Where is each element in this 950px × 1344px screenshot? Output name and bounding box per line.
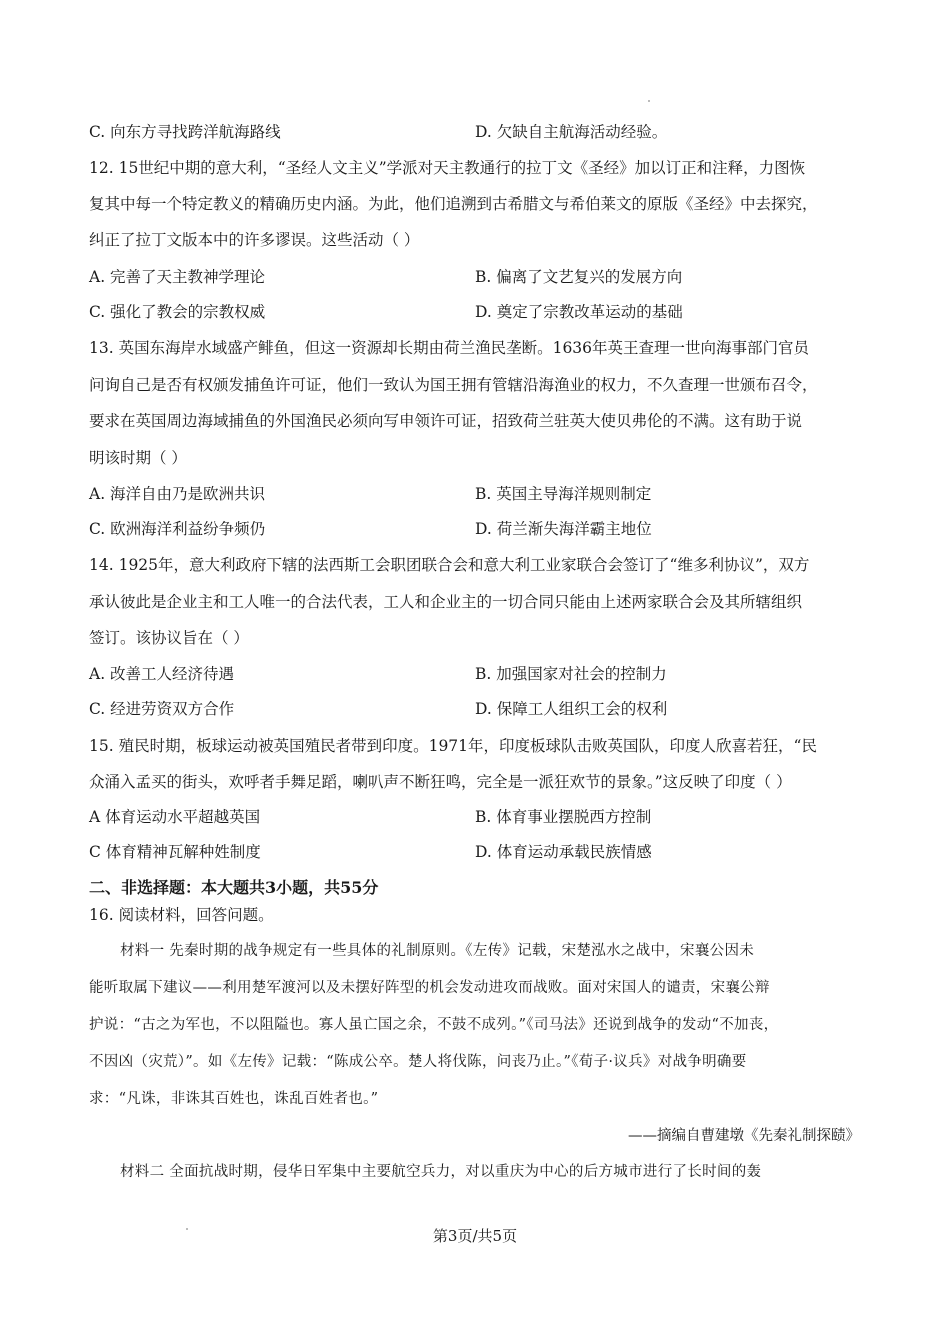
q16-material-1-line-3: 护说：“古之为军也，不以阻隘也。寡人虽亡国之余，不鼓不成列。”《司马法》还说到战争的发动“不加丧，	[89, 1017, 779, 1033]
q16-material-1-line-5: 求：“凡诛，非诛其百姓也，诛乱百姓者也。”	[89, 1091, 379, 1107]
q16-material-2-line-1: 材料二 全面抗战时期，侵华日军集中主要航空兵力，对以重庆为中心的后方城市进行了长时间的轰	[120, 1164, 762, 1180]
q13-stem-line-4: 明该时期（ ）	[89, 449, 187, 467]
q15-option-c[interactable]: C 体育精神瓦解种姓制度	[89, 843, 261, 861]
q16-material-1-line-2: 能听取属下建议——利用楚军渡河以及未摆好阵型的机会发动进攻而战败。面对宋国人的谴责，宋襄公辩	[89, 980, 770, 996]
q14-option-a[interactable]: A. 改善工人经济待遇	[89, 665, 235, 683]
q12-option-d[interactable]: D. 奠定了宗教改革运动的基础	[475, 303, 683, 321]
q15-stem-line-1: 15. 殖民时期，板球运动被英国殖民者带到印度。1971年，印度板球队击败英国队，印度人欣喜若狂，“民	[89, 737, 817, 755]
q12-option-b[interactable]: B. 偏离了文艺复兴的发展方向	[475, 268, 683, 286]
q12-stem-line-2: 复其中每一个特定教义的精确历史内涵。为此，他们追溯到古希腊文与希伯莱文的原版《圣经》中去探究，	[89, 195, 818, 213]
q14-stem-line-2: 承认彼此是企业主和工人唯一的合法代表，工人和企业主的一切合同只能由上述两家联合会及其所辖组织	[89, 593, 803, 611]
q16-intro: 16. 阅读材料，回答问题。	[89, 906, 274, 924]
scan-mark-top	[648, 100, 650, 102]
q12-option-c[interactable]: C. 强化了教会的宗教权威	[89, 303, 266, 321]
q13-option-b[interactable]: B. 英国主导海洋规则制定	[475, 485, 652, 503]
q12-stem-line-1: 12. 15世纪中期的意大利，“圣经人文主义”学派对天主教通行的拉丁文《圣经》加以订正和注释，力图恢	[89, 159, 806, 177]
q14-stem-line-1: 14. 1925年，意大利政府下辖的法西斯工会职团联合会和意大利工业家联合会签订了“维多利协议”，双方	[89, 556, 810, 574]
q12-option-a[interactable]: A. 完善了天主教神学理论	[89, 268, 266, 286]
q15-option-a[interactable]: A 体育运动水平超越英国	[89, 808, 261, 826]
q11-option-d[interactable]: D. 欠缺自主航海活动经验。	[475, 123, 668, 141]
q14-stem-line-3: 签订。该协议旨在（ ）	[89, 629, 249, 647]
section-heading: 二、非选择题：本大题共3小题，共55分	[89, 878, 379, 897]
q15-option-b[interactable]: B. 体育事业摆脱西方控制	[475, 808, 652, 826]
q12-stem-line-3: 纠正了拉丁文版本中的许多谬误。这些活动（ ）	[89, 231, 420, 249]
q13-option-a[interactable]: A. 海洋自由乃是欧洲共识	[89, 485, 266, 503]
q13-option-d[interactable]: D. 荷兰渐失海洋霸主地位	[475, 520, 652, 538]
q14-option-d[interactable]: D. 保障工人组织工会的权利	[475, 700, 668, 718]
q13-stem-line-2: 问询自己是否有权颁发捕鱼许可证，他们一致认为国王拥有管辖沿海渔业的权力，不久查理一世颁布召令，	[89, 376, 818, 394]
q16-material-1-line-1: 材料一 先秦时期的战争规定有一些具体的礼制原则。《左传》记载，宋楚泓水之战中，宋襄公因未	[120, 943, 755, 959]
q15-option-d[interactable]: D. 体育运动承载民族情感	[475, 843, 652, 861]
q13-option-c[interactable]: C. 欧洲海洋利益纷争频仍	[89, 520, 266, 538]
q15-stem-line-2: 众涌入孟买的街头，欢呼者手舞足蹈，喇叭声不断狂鸣，完全是一派狂欢节的景象。”这反映了印度（ ）	[89, 773, 792, 791]
q16-material-1-line-4: 不因凶（灾荒）”。如《左传》记载：“陈成公卒。楚人将伐陈，问丧乃止。”《荀子·议兵》对战争明确要	[89, 1054, 747, 1070]
q14-option-c[interactable]: C. 经进劳资双方合作	[89, 700, 235, 718]
q13-stem-line-3: 要求在英国周边海域捕鱼的外国渔民必须向写申领许可证，招致荷兰驻英大使贝弗伦的不满。这有助于说	[89, 412, 803, 430]
q13-stem-line-1: 13. 英国东海岸水域盛产鲱鱼，但这一资源却长期由荷兰渔民垄断。1636年英王查理一世向海事部门官员	[89, 339, 810, 357]
q11-option-c[interactable]: C. 向东方寻找跨洋航海路线	[89, 123, 281, 141]
q14-option-b[interactable]: B. 加强国家对社会的控制力	[475, 665, 667, 683]
q16-material-1-source: ——摘编自曹建墩《先秦礼制探赜》	[628, 1128, 860, 1144]
page-number-footer: 第3页/共5页	[432, 1227, 518, 1245]
